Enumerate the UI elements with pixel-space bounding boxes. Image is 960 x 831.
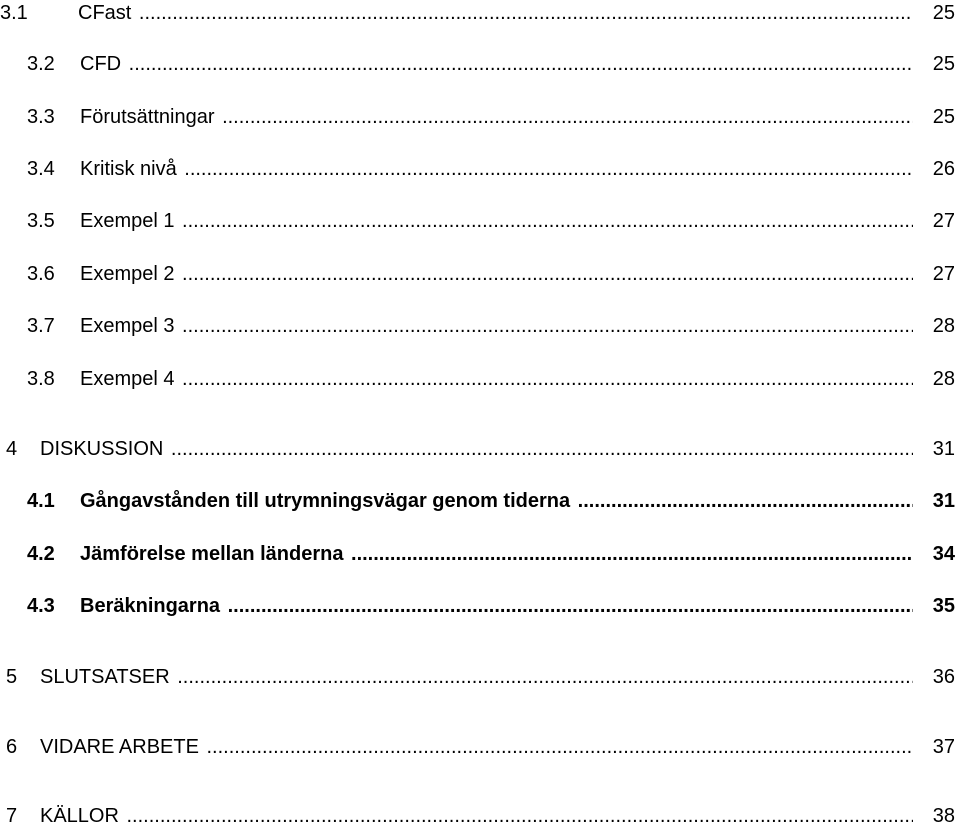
toc-entry-title: CFD .....: [80, 49, 913, 79]
toc-chapter[interactable]: [0, 801, 955, 831]
toc-entry-page: 31: [932, 438, 955, 460]
toc-entry-number: 4.2: [27, 543, 55, 565]
toc-chapter[interactable]: [0, 662, 955, 692]
toc-entry[interactable]: [0, 259, 955, 289]
toc-chapter[interactable]: [0, 732, 955, 762]
toc-entry-page: 26: [932, 158, 955, 180]
toc-entry-number: 7: [6, 805, 18, 827]
toc-entry-number: 4: [6, 438, 18, 460]
toc-entry-title: Beräkningarna .....: [80, 591, 913, 621]
toc-entry-title: Jämförelse mellan länderna .....: [80, 539, 913, 569]
toc-entry-page: 28: [932, 315, 955, 337]
toc-entry[interactable]: [0, 206, 955, 236]
toc-entry-title: VIDARE ARBETE .....: [40, 732, 913, 762]
toc-entry-number: 3.8: [27, 368, 55, 390]
toc-entry-title: Exempel 3 .....: [80, 311, 913, 341]
toc-entry-title: Förutsättningar .....: [80, 102, 913, 132]
toc-entry[interactable]: [0, 486, 955, 516]
toc-entry-number: 4.3: [27, 595, 55, 617]
toc-entry-title: Gångavstånden till utrymningsvägar genom tiderna .....: [80, 486, 913, 516]
toc-entry-number: 3.6: [27, 263, 55, 285]
toc-entry-number: 4.1: [27, 490, 55, 512]
toc-entry-number: 6: [6, 736, 18, 758]
toc-entry-number: 3.5: [27, 210, 55, 232]
toc-entry-title: Exempel 2 .....: [80, 259, 913, 289]
toc-entry-title: SLUTSATSER .....: [40, 662, 913, 692]
toc-entry-page: 35: [932, 595, 955, 617]
toc-entry[interactable]: [0, 591, 955, 621]
toc-entry-page: 25: [932, 53, 955, 75]
toc-entry[interactable]: [0, 364, 955, 394]
toc-entry-page: 38: [932, 805, 955, 827]
toc-entry-title: CFast .....: [78, 0, 913, 28]
toc-entry[interactable]: [0, 49, 955, 79]
toc-entry-page: 34: [932, 543, 955, 565]
toc-entry-title: KÄLLOR .....: [40, 801, 913, 831]
toc-entry-page: 25: [932, 106, 955, 128]
toc-entry-page: 25: [932, 2, 955, 24]
toc-entry-title: Exempel 1 .....: [80, 206, 913, 236]
toc-entry-page: 31: [932, 490, 955, 512]
toc-entry-page: 37: [932, 736, 955, 758]
toc-entry-number: 3.7: [27, 315, 55, 337]
toc-entry[interactable]: [0, 102, 955, 132]
toc-entry-number: 3.2: [27, 53, 55, 75]
toc-entry-page: 27: [932, 263, 955, 285]
toc-entry[interactable]: [0, 311, 955, 341]
toc-entry-page: 36: [932, 666, 955, 688]
toc-chapter[interactable]: [0, 434, 955, 464]
toc-entry-number: 3.1: [0, 2, 28, 24]
toc-entry-title: DISKUSSION .....: [40, 434, 913, 464]
toc-entry[interactable]: [0, 0, 955, 28]
toc-entry-number: 3.3: [27, 106, 55, 128]
toc-entry-title: Kritisk nivå .....: [80, 154, 913, 184]
toc-entry-title: Exempel 4 .....: [80, 364, 913, 394]
toc-entry[interactable]: [0, 539, 955, 569]
toc-entry-page: 27: [932, 210, 955, 232]
toc-entry[interactable]: [0, 154, 955, 184]
toc-entry-page: 28: [932, 368, 955, 390]
toc-entry-number: 5: [6, 666, 18, 688]
toc-entry-number: 3.4: [27, 158, 55, 180]
